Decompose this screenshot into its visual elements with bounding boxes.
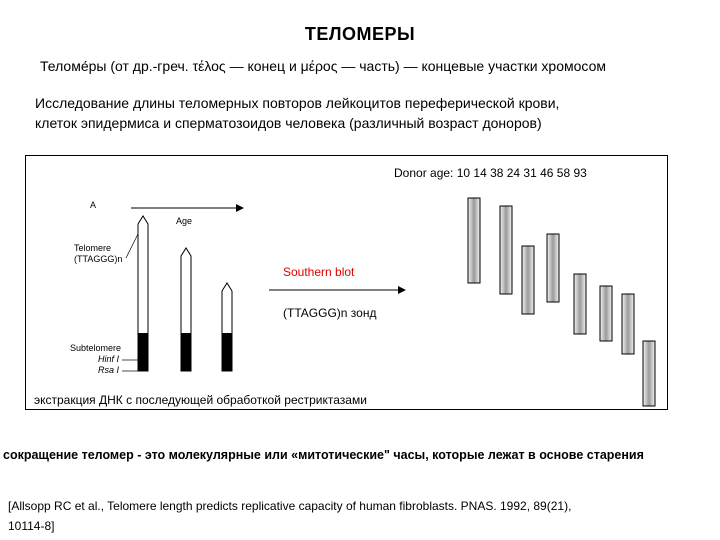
gel-lane-7 <box>622 294 634 354</box>
study-line-2: клеток эпидермиса и сперматозоидов человека (различный возраст доноров) <box>35 115 542 131</box>
subtelomere-label: Subtelomere <box>70 343 122 353</box>
gel-lane-2 <box>500 206 512 294</box>
citation <box>8 496 708 536</box>
telomere-label: Telomere <box>74 243 112 253</box>
gel-lanes <box>468 198 655 406</box>
extraction-caption: экстракция ДНК с последующей обработкой рестриктазами <box>34 393 367 407</box>
rsa-label: Rsa I <box>98 365 120 375</box>
gel-lane-5 <box>574 274 586 334</box>
conclusion-text: сокращение теломер - это молекулярные или «митотические" часы, которые лежат в основе старения <box>3 448 644 462</box>
chromosome-short <box>222 283 232 371</box>
gel-lane-1 <box>468 198 480 283</box>
gel-lane-6 <box>600 286 612 341</box>
figure-drawing <box>26 156 669 411</box>
hinf-label: Hinf I <box>98 354 120 364</box>
age-arrowhead <box>236 204 244 212</box>
telomere-repeat-label: (TTAGGG)n <box>74 254 123 264</box>
chromosome-long <box>138 216 148 371</box>
southern-blot-label: Southern blot <box>283 265 355 279</box>
donor-age-label: Donor age: 10 14 38 24 31 46 58 93 <box>394 166 587 180</box>
study-line-1: Исследование длины теломерных повторов лейкоцитов переферической крови, <box>35 95 560 111</box>
probe-label: (TTAGGG)n зонд <box>283 306 377 320</box>
gel-lane-8 <box>643 341 655 406</box>
gel-lane-3 <box>522 246 534 314</box>
telomere-figure <box>25 155 668 410</box>
panel-label: A <box>90 200 97 210</box>
gel-lane-4 <box>547 234 559 302</box>
citation-line-1: [Allsopp RC et al., Telomere length predicts replicative capacity of human fibroblasts. PNAS. 1992, 89(21), <box>8 499 572 513</box>
definition-text: Теломе́ры (от др.-греч. τέλος — конец и μέρος — часть) — концевые участки хромосом <box>40 58 606 74</box>
citation-line-2: 10114-8] <box>8 519 55 533</box>
study-description <box>35 93 685 133</box>
page-title: ТЕЛОМЕРЫ <box>304 24 416 44</box>
process-arrowhead <box>398 286 406 294</box>
age-label: Age <box>176 216 193 226</box>
chromosome-medium <box>181 248 191 371</box>
